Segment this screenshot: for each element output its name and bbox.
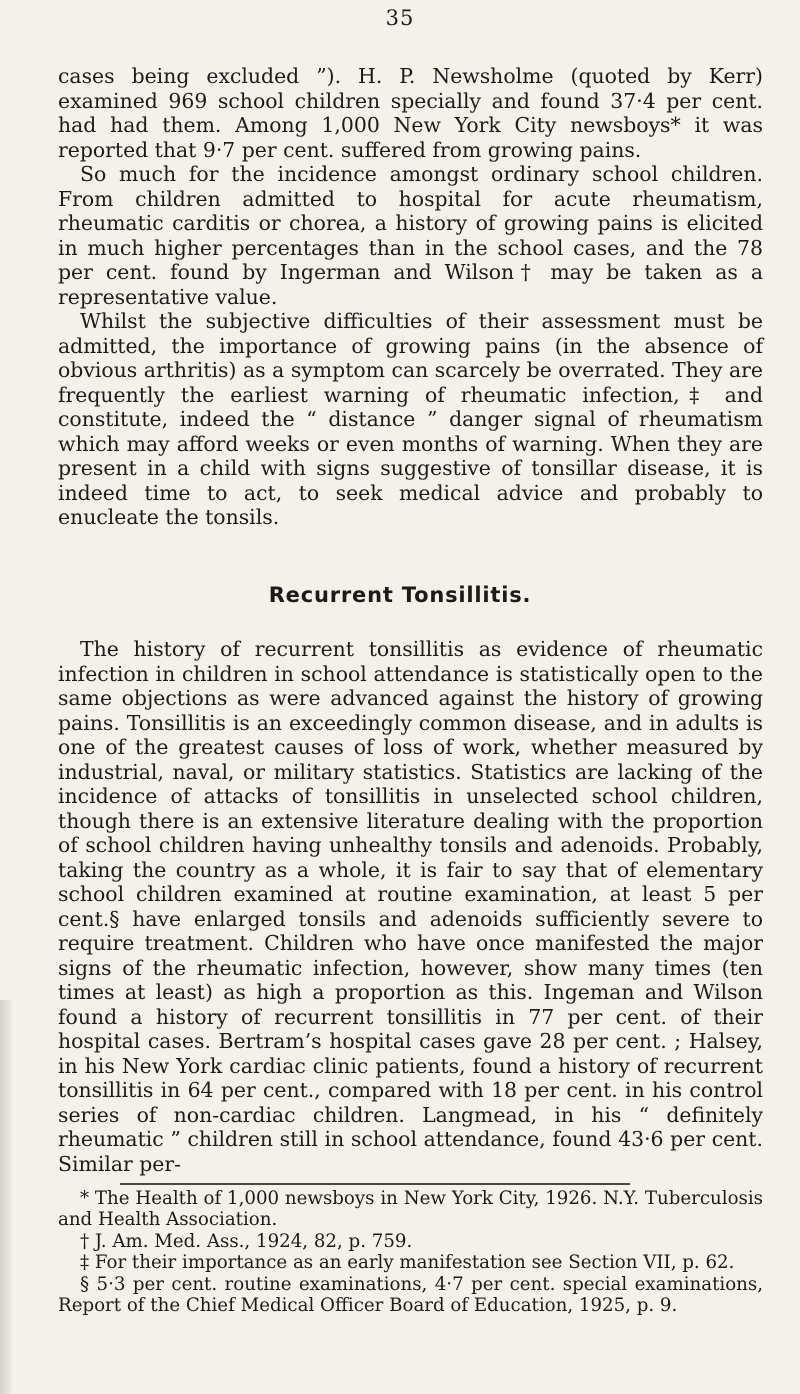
page-edge-shadow xyxy=(0,1000,14,1394)
page-number: 35 xyxy=(385,6,415,30)
footnote: ‡ For their importance as an early manifestation see Section VII, p. 62. xyxy=(80,1252,735,1274)
footnote: * The Health of 1,000 newsboys in New York City, 1926. N.Y. Tuberculosis and Health Association. xyxy=(58,1188,763,1231)
paragraph: Whilst the subjective difficulties of their assessment must be admitted, the importance of growing pains (in the absence of obvious arthritis) as a symptom can scarcely be overrated. They are frequently the earliest warning of rheumatic infection,‡ and constitute, indeed the “ distance ” danger signal of rheumatism which may afford weeks or even months of warning. When they are present in a child with signs suggestive of tonsillar disease, it is indeed time to act, to seek medical advice and probably to enucleate the tonsils. xyxy=(58,309,763,529)
footnote: † J. Am. Med. Ass., 1924, 82, p. 759. xyxy=(80,1230,413,1252)
footnotes xyxy=(58,1188,763,1316)
section-heading: Recurrent Tonsillitis. xyxy=(268,583,532,607)
paragraph: The history of recurrent tonsillitis as evidence of rheumatic infection in children in school attendance is statistically open to the same objections as were advanced against the history of growing pains. Tonsillitis is an exceedingly common disease, and in adults is one of the greatest causes of loss of work, whether measured by industrial, naval, or military statistics. Statistics are lacking of the incidence of attacks of tonsillitis in unselected school children, though there is an extensive literature dealing with the proportion of school children having unhealthy tonsils and adenoids. Probably, taking the country as a whole, it is fair to say that of elementary school children examined at routine examination, at least 5 per cent.§ have enlarged tonsils and adenoids sufficiently severe to require treatment. Children who have once manifested the major signs of the rheumatic infection, however, show many times (ten times at least) as high a proportion as this. Ingeman and Wilson found a history of recurrent tonsillitis in 77 per cent. of their hospital cases. Bertram’s hospital cases gave 28 per cent. ; Halsey, in his New York cardiac clinic patients, found a history of recurrent tonsillitis in 64 per cent., compared with 18 per cent. in his control series of non-cardiac children. Langmead, in his “ definitely rheumatic ” children still in school attendance, found 43·6 per cent. Similar per- xyxy=(58,637,763,1176)
footnote: § 5·3 per cent. routine examinations, 4·7 per cent. special examinations, Report of the Chief Medical Officer Board of Education, 1925, p. 9. xyxy=(58,1273,763,1317)
paragraph: So much for the incidence amongst ordinary school children. From children admitted to hospital for acute rheumatism, rheumatic carditis or chorea, a history of growing pains is elicited in much higher percentages than in the school cases, and the 78 per cent. found by Ingerman and Wilson† may be taken as a representative value. xyxy=(58,162,763,309)
text-block-recurrent-tonsillitis xyxy=(58,637,763,1176)
paragraph: cases being excluded ”). H. P. Newsholme (quoted by Kerr) examined 969 school children specially and found 37·4 per cent. had had them. Among 1,000 New York City newsboys* it was reported that 9·7 per cent. suffered from growing pains. xyxy=(58,64,763,162)
footnote-divider xyxy=(120,1183,630,1185)
text-block-growing-pains xyxy=(58,64,763,530)
